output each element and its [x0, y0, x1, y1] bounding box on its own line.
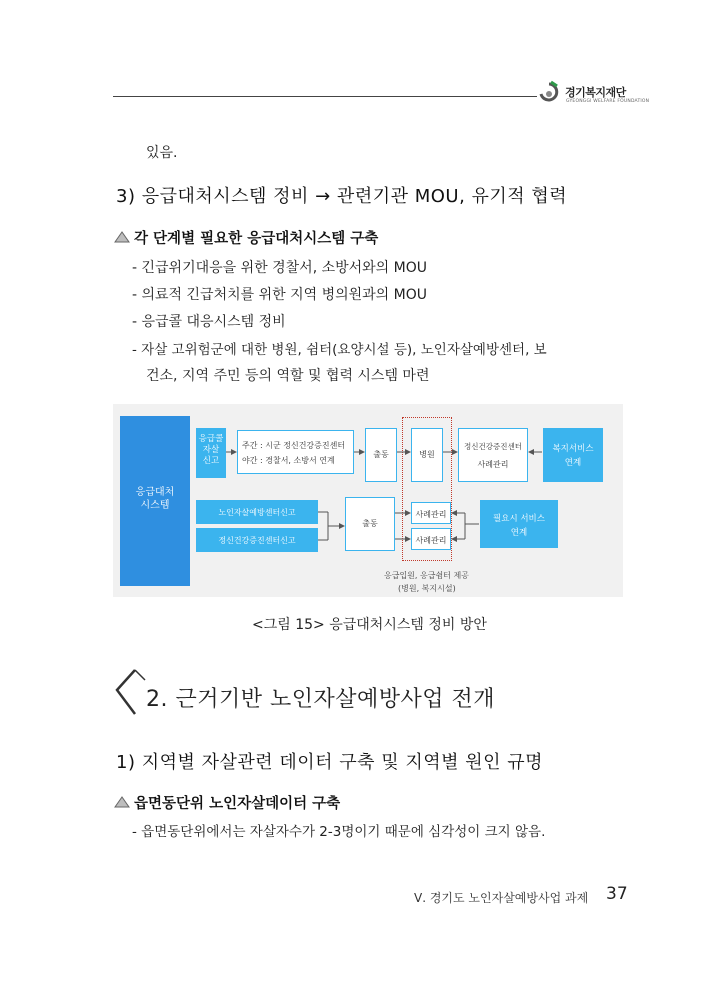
senior-center-report-label: 노인자살예방센터신고 [218, 508, 296, 517]
footer-chapter: Ⅴ. 경기도 노인자살예방사업 과제 [414, 891, 589, 905]
intro-line: 있음. [146, 145, 178, 161]
diagram-arrows [113, 404, 623, 597]
night-label: 야간 : 경찰서, 소방서 연계 [242, 456, 335, 465]
logo-subtitle: GYEONGGI WELFARE FOUNDATION [566, 99, 650, 104]
hospital-label: 병원 [419, 450, 435, 459]
welfare-link-label-2: 연계 [564, 458, 582, 468]
list-item-continuation: 건소, 지역 주민 등의 역할 및 협력 시스템 마련 [146, 368, 430, 384]
note-line-1: 응급입원, 응급쉼터 제공 [384, 571, 469, 580]
report-label: 응급콜 자살 신고 [198, 434, 224, 466]
logo-name: 경기복지재단 [565, 86, 626, 99]
page-number: 37 [606, 884, 628, 904]
list-item: - 읍면동단위에서는 자살자수가 2-3명이기 때문에 심각성이 크지 않음. [132, 824, 546, 840]
list-item: - 응급콜 대응시스템 정비 [132, 314, 286, 330]
case-mgmt-label-2: 사례관리 [415, 536, 447, 545]
note-line-2: (병원, 복지시설) [398, 584, 456, 593]
list-item: - 의료적 긴급처치를 위한 지역 병의원과의 MOU [132, 287, 428, 303]
list-item: - 자살 고위험군에 대한 병원, 쉼터(요양시설 등), 노인자살예방센터, 보 [132, 342, 547, 358]
day-label: 주간 : 시군 정신건강증진센터 [242, 441, 346, 450]
section-1-bullet-heading: 읍면동단위 노인자살데이터 구축 [134, 796, 341, 812]
bullet-icon [113, 230, 131, 244]
emergency-system-diagram [113, 404, 623, 597]
mental-center-label: 정신건강증진센터 [464, 442, 522, 451]
welfare-link-label: 복지서비스 [552, 444, 594, 454]
needed-service-label-2: 연계 [510, 528, 528, 538]
mental-center-report-label: 정신건강증진센터신고 [218, 536, 296, 545]
header-rule [113, 96, 537, 97]
logo-mark-icon [537, 80, 561, 104]
system-label: 응급대처 시스템 [135, 487, 175, 511]
bullet-icon [113, 795, 131, 809]
figure-caption: <그림 15> 응급대처시스템 정비 방안 [252, 617, 487, 633]
section-bracket-icon [113, 668, 149, 718]
needed-service-label: 필요시 서비스 [493, 514, 545, 524]
case-mgmt-right-label: 사례관리 [477, 460, 509, 469]
case-mgmt-label-1: 사례관리 [415, 510, 447, 519]
section-1-title: 1) 지역별 자살관련 데이터 구축 및 지역별 원인 규명 [116, 752, 544, 773]
section-2-title: 2. 근거기반 노인자살예방사업 전개 [146, 687, 495, 712]
dispatch-top-label: 출동 [373, 450, 389, 459]
foundation-logo [537, 80, 650, 110]
section-3-bullet-heading: 각 단계별 필요한 응급대처시스템 구축 [134, 231, 379, 247]
section-3-title: 3) 응급대처시스템 정비 → 관련기관 MOU, 유기적 협력 [116, 186, 568, 207]
list-item: - 긴급위기대응을 위한 경찰서, 소방서와의 MOU [132, 260, 428, 276]
dispatch-bottom-label: 출동 [362, 519, 378, 528]
